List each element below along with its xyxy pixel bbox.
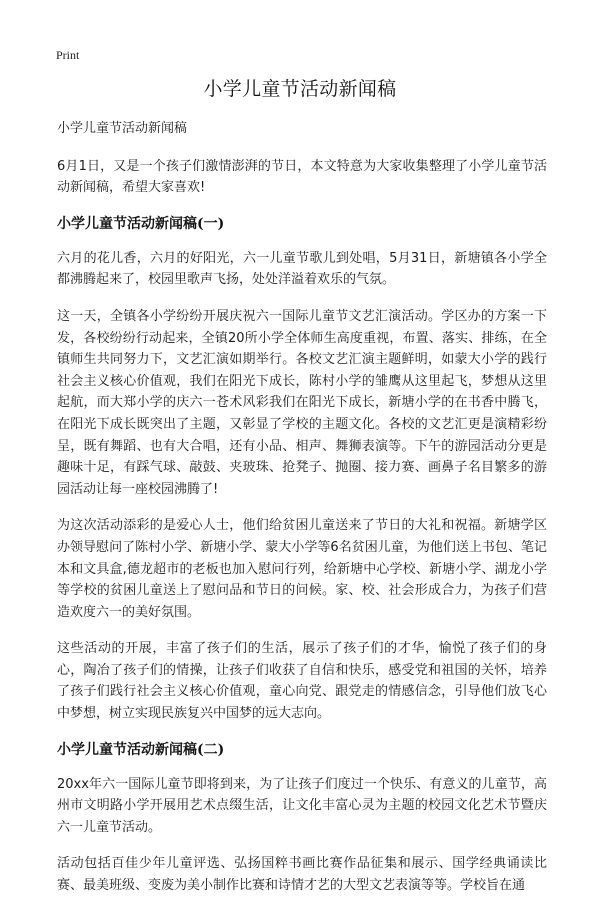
section-heading-1: 小学儿童节活动新闻稿(一) — [57, 215, 225, 232]
paragraph: 六月的花儿香，六月的好阳光，六一儿童节歌儿到处唱，5月31日，新塘镇各小学全都沸腾起来了，校园里歌声飞扬，处处洋溢着欢乐的气氛。 — [57, 250, 547, 288]
article-body — [57, 118, 547, 912]
paragraph: 活动包括百佳少年儿童评选、弘扬国粹书画比赛作品征集和展示、国学经典诵读比赛、最美班级、变废为美小制作比赛和诗情才艺的大型文艺表演等等。学校旨在通 — [57, 856, 547, 894]
paragraph: 这一天，全镇各小学纷纷开展庆祝六一国际儿童节文艺汇演活动。学区办的方案一下发，各校纷纷行动起来，全镇20所小学全体师生高度重视，布置、落实、排练，在全镇师生共同努力下，文艺汇演如期举行。各校文艺汇演主题鲜明，如蒙大小学的践行社会主义核心价值观，我们在阳光下成长，陈村小学的雏鹰从这里起飞，梦想从这里起航，而大郑小学的庆六一苍术风彩我们在阳光下成长，新塘小学的在书香中腾飞，在阳光下成长既突出了主题，又彰显了学校的主题文化。各校的文艺汇更是演精彩纷呈，既有舞蹈、也有大合唱，还有小品、相声、舞狮表演等。下午的游园活动分更是趣味十足，有踩气球、敲鼓、夹玻珠、抢凳子、抛圈、接力赛、画鼻子名目繁多的游园活动让每一座校园沸腾了! — [57, 308, 547, 497]
article-subtitle: 小学儿童节活动新闻稿 — [57, 121, 188, 136]
print-link[interactable]: Print — [56, 48, 80, 62]
section-heading-2: 小学儿童节活动新闻稿(二) — [57, 741, 225, 758]
paragraph: 这些活动的开展，丰富了孩子们的生活，展示了孩子们的才华，愉悦了孩子们的身心，陶冶了孩子们的情操，让孩子们收获了自信和快乐，感受党和祖国的关怀，培养了孩子们践行社会主义核心价值观，童心向党、跟党走的情感信念，引导他们放飞心中梦想，树立实现民族复兴中国梦的远大志向。 — [57, 641, 547, 722]
intro-paragraph: 6月1日，又是一个孩子们激情澎湃的节日，本文特意为大家收集整理了小学儿童节活动新闻稿，希望大家喜欢! — [57, 158, 547, 196]
paragraph: 为这次活动添彩的是爱心人士，他们给贫困儿童送来了节日的大礼和祝福。新塘学区办领导慰问了陈村小学、新塘小学、蒙大小学等6名贫困儿童，为他们送上书包、笔记本和文具盒,德龙超市的老板也加入慰问行列，给新塘中心学校、新塘小学、湖龙小学等学校的贫困儿童送上了慰问品和节日的问候。家、校、社会形成合力，为孩子们营造欢度六一的美好氛围。 — [57, 518, 547, 620]
paragraph: 20xx年六一国际儿童节即将到来，为了让孩子们度过一个快乐、有意义的儿童节，高州市文明路小学开展用艺术点缀生活，让文化丰富心灵为主题的校园文化艺术节暨庆六一儿童节活动。 — [57, 776, 547, 835]
page-title: 小学儿童节活动新闻稿 — [203, 78, 397, 100]
